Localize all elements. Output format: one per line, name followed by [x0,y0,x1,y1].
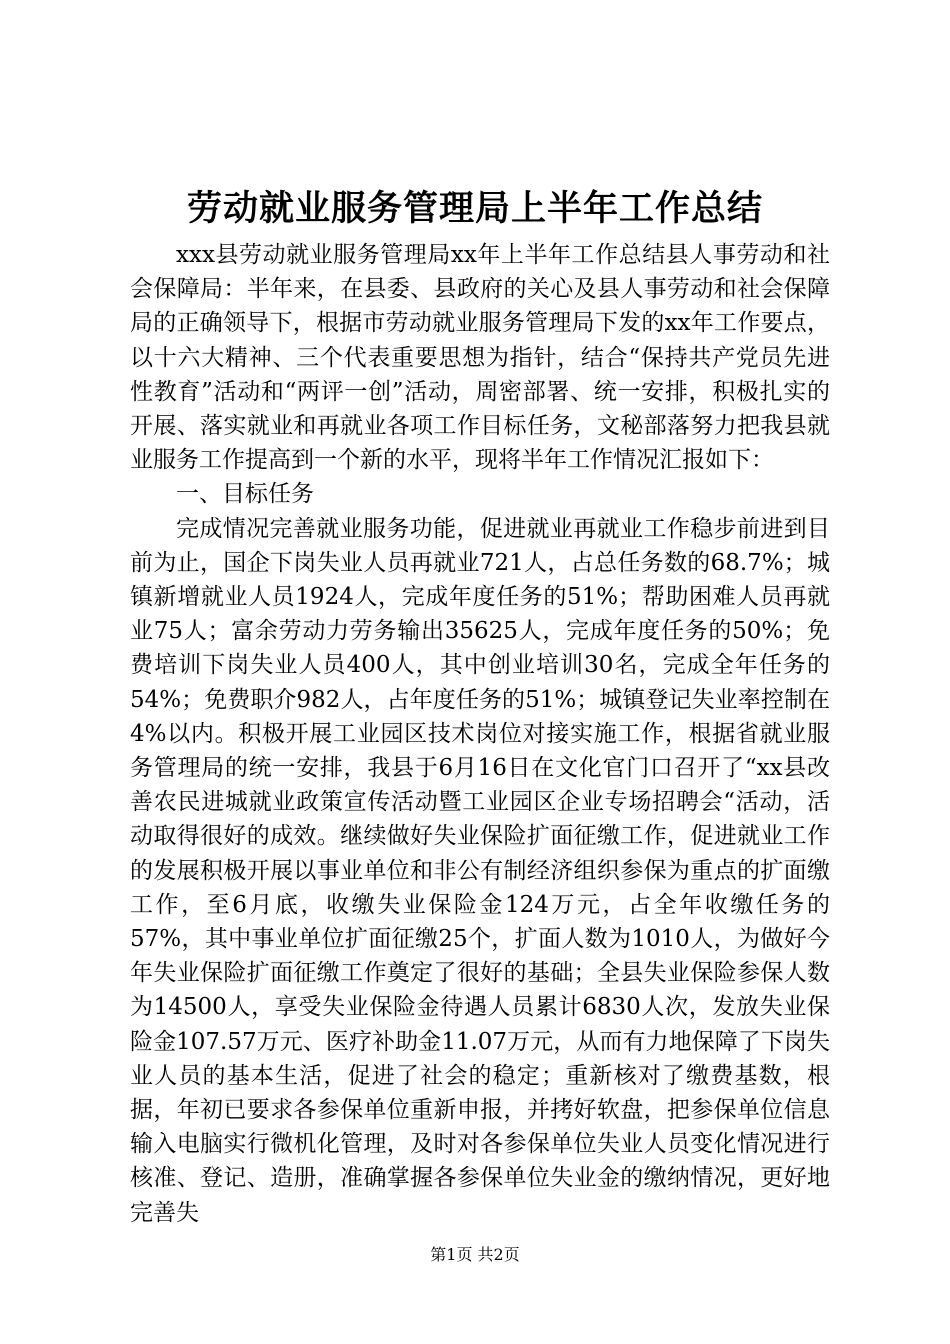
document-body [130,238,830,1230]
paragraph-progress: 完成情况完善就业服务功能，促进就业再就业工作稳步前进到目前为止，国企下岗失业人员再就业721人，占总任务数的68.7%；城镇新增就业人员1924人，完成年度任务的51%；帮助困难人员再就业75人；富余劳动力劳务输出35625人，完成年度任务的50%；免费培训下岗失业人员400人，其中创业培训30名，完成全年任务的54%；免费职介982人，占年度任务的51%；城镇登记失业率控制在4%以内。积极开展工业园区技术岗位对接实施工作，根据省就业服务管理局的统一安排，我县于6月16日在文化官门口召开了“xx县改善农民进城就业政策宣传活动暨工业园区企业专场招聘会“活动，活动取得很好的成效。继续做好失业保险扩面征缴工作，促进就业工作的发展积极开展以事业单位和非公有制经济组织参保为重点的扩面缴工作，至6月底，收缴失业保险金124万元，占全年收缴任务的57%，其中事业单位扩面征缴25个，扩面人数为1010人，为做好今年失业保险扩面征缴工作奠定了很好的基础；全县失业保险参保人数为14500人，享受失业保险金待遇人员累计6830人次，发放失业保险金107.57万元、医疗补助金11.07万元，从而有力地保障了下岗失业人员的基本生活，促进了社会的稳定；重新核对了缴费基数，根据，年初已要求各参保单位重新申报，并拷好软盘，把参保单位信息输入电脑实行微机化管理，及时对各参保单位失业人员变化情况进行核准、登记、造册，准确掌握各参保单位失业金的缴纳情况，更好地完善失 [130,515,830,1226]
section-heading: 一、目标任务 [176,481,314,508]
document-title: 劳动就业服务管理局上半年工作总结 [186,188,763,229]
page-footer: 第1页 共2页 [430,1245,520,1264]
paragraph-intro: xxx县劳动就业服务管理局xx年上半年工作总结县人事劳动和社会保障局：半年来，在县委、县政府的关心及县人事劳动和社会保障局的正确领导下，根据市劳动就业服务管理局下发的xx年工作要点，以十六大精神、三个代表重要思想为指针，结合“保持共产党员先进性教育”活动和“两评一创”活动，周密部署、统一安排，积极扎实的开展、落实就业和再就业各项工作目标任务，文秘部落努力把我县就业服务工作提高到一个新的水平，现将半年工作情况汇报如下： [130,242,830,474]
